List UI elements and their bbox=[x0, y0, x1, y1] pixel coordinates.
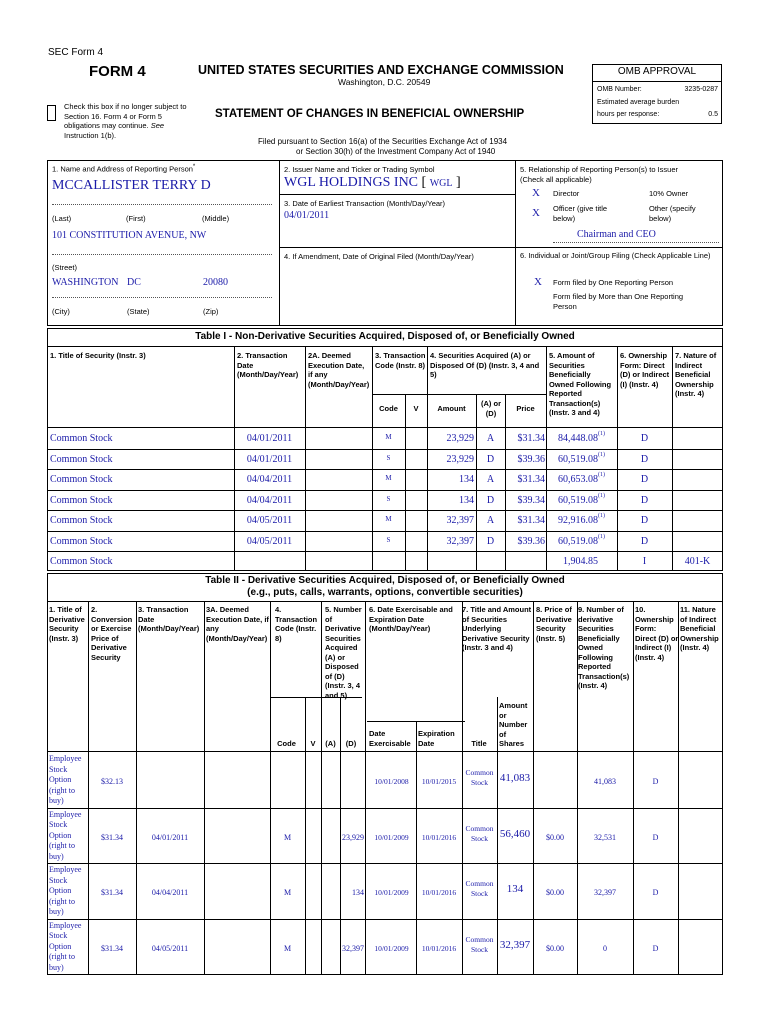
t2-cell-under: Common Stock bbox=[465, 934, 494, 954]
t1-h-ad: (A) or (D) bbox=[481, 399, 501, 418]
reporting-person-name: MCCALLISTER TERRY D bbox=[52, 178, 211, 193]
t1-cell-ad: A bbox=[486, 433, 495, 444]
t2-cell-exp: 10/01/2016 bbox=[421, 943, 457, 953]
street-value: 101 CONSTITUTION AVENUE, NW bbox=[52, 230, 207, 241]
t1-h-amount: Amount bbox=[437, 404, 466, 413]
t1-cell-amount: 23,929 bbox=[446, 453, 474, 465]
checkbox-instructions bbox=[64, 102, 188, 140]
t2-h-code: 4. Transaction Code (Instr. 8) bbox=[275, 605, 318, 643]
t1-cell-title: Common Stock bbox=[50, 433, 113, 444]
t1-cell-owned: 60,519.08 bbox=[558, 535, 598, 547]
t1-cell-fn: (1) bbox=[598, 513, 605, 519]
t1-h-code: 3. Transaction Code (Instr. 8) bbox=[375, 351, 426, 370]
table-1-title: Table I - Non-Derivative Securities Acquired, Disposed of, or Beneficially Owned bbox=[195, 331, 575, 342]
t1-cell-ad: A bbox=[486, 515, 495, 526]
t1-cell-form: D bbox=[640, 474, 649, 485]
omb-number: 3235-0287 bbox=[684, 86, 718, 93]
t2-cell-shares: 134 bbox=[506, 883, 524, 895]
t1-cell-fn: (1) bbox=[598, 472, 605, 478]
t1-cell-fn: (1) bbox=[598, 492, 605, 499]
t2-cell-exer: 10/01/2009 bbox=[374, 832, 409, 842]
t1-cell-amount: 23,929 bbox=[446, 433, 474, 444]
t1-cell-amount: 32,397 bbox=[446, 515, 474, 526]
t2-cell-price: $0.00 bbox=[546, 888, 564, 897]
t2-h-sub-title: Title bbox=[471, 739, 487, 748]
t1-cell-code: S bbox=[386, 535, 391, 544]
middle-label: (Middle) bbox=[202, 214, 230, 223]
t2-cell-exer: 10/01/2008 bbox=[374, 777, 409, 786]
checkbox-text: Check this box if no longer subject to Section 16. Form 4 or Form 5 obligations may continue. bbox=[64, 102, 187, 130]
t2-cell-form: D bbox=[652, 832, 659, 842]
t2-cell-code: M bbox=[283, 943, 292, 953]
t1-cell-ad: D bbox=[486, 453, 495, 465]
ten-percent-owner-label: 10% Owner bbox=[649, 189, 689, 198]
t2-cell-under: Common Stock bbox=[465, 823, 494, 843]
t2-cell-exer: 10/01/2009 bbox=[374, 943, 409, 953]
t1-cell-title: Common Stock bbox=[50, 494, 113, 506]
t1-h-deemed: 2A. Deemed Execution Date, if any (Month/Day/Year) bbox=[308, 351, 370, 389]
t2-cell-owned: 0 bbox=[603, 943, 607, 953]
t1-cell-owned: 60,519.08 bbox=[558, 494, 598, 506]
last-label: (Last) bbox=[52, 214, 72, 223]
t2-cell-d: 134 bbox=[352, 888, 364, 897]
t2-cell-owned: 32,531 bbox=[594, 832, 616, 842]
t2-cell-conv: $31.34 bbox=[101, 888, 123, 897]
t2-cell-date: 04/05/2011 bbox=[151, 943, 189, 953]
t1-cell-owned: 60,653.08 bbox=[558, 474, 598, 485]
box6-label: 6. Individual or Joint/Group Filing (Check Applicable Line) bbox=[520, 251, 711, 260]
t2-h-code-sub: Code bbox=[277, 739, 296, 748]
t2-h-owned: 9. Number of derivative Securities Beneficially Owned Following Reported Transaction(s) (Instr. 4) bbox=[578, 605, 630, 690]
t1-h-price: Price bbox=[516, 404, 535, 413]
box1-star: * bbox=[192, 164, 196, 170]
t1-cell-form: D bbox=[640, 515, 649, 526]
table-2-title: Table II - Derivative Securities Acquired, Disposed of, or Beneficially Owned bbox=[205, 575, 565, 586]
t2-h-date-exercisable: Date Exercisable bbox=[369, 729, 411, 748]
checkbox-instruction: Instruction 1(b). bbox=[64, 130, 117, 140]
t1-h-nature: 7. Nature of Indirect Beneficial Ownership (Instr. 4) bbox=[675, 351, 717, 398]
form-title: FORM 4 bbox=[89, 63, 146, 80]
t1-h-securities: 4. Securities Acquired (A) or Disposed Of (D) (Instr. 3, 4 and 5) bbox=[430, 351, 540, 379]
t1-cell-ad: D bbox=[486, 535, 495, 547]
t1-cell-owned: 92,916.08 bbox=[558, 515, 598, 526]
t1-h-amount-owned: 5. Amount of Securities Beneficially Owned Following Reported Transaction(s) (Instr. 3 and 4) bbox=[549, 351, 612, 417]
officer-title: Chairman and CEO bbox=[577, 229, 656, 240]
t2-cell-code: M bbox=[283, 888, 292, 897]
t1-cell-form: I bbox=[642, 556, 647, 567]
t1-cell-code: M bbox=[385, 474, 392, 482]
state-value: DC bbox=[127, 277, 141, 288]
t2-cell-exp: 10/01/2016 bbox=[421, 888, 457, 897]
t2-cell-conv: $31.34 bbox=[101, 943, 123, 953]
director-checkmark[interactable]: X bbox=[532, 187, 540, 199]
t2-cell-conv: $31.34 bbox=[101, 832, 123, 842]
t2-cell-form: D bbox=[652, 888, 659, 897]
t1-cell-price: $31.34 bbox=[517, 474, 545, 485]
t1-cell-form: D bbox=[640, 494, 649, 506]
t2-cell-owned: 32,397 bbox=[594, 888, 616, 897]
more-persons-label: Form filed by More than One Reporting Person bbox=[553, 292, 684, 311]
t1-cell-code: S bbox=[386, 453, 391, 462]
commission-title: UNITED STATES SECURITIES AND EXCHANGE COMMISSION bbox=[198, 63, 564, 77]
t2-cell-title: Employee Stock Option (right to buy) bbox=[49, 754, 82, 805]
t1-cell-owned: 84,448.08 bbox=[558, 433, 598, 444]
t2-cell-price: $0.00 bbox=[546, 943, 564, 953]
omb-hours-label: hours per response: bbox=[597, 111, 660, 118]
one-person-checkmark[interactable]: X bbox=[534, 276, 542, 288]
box1-label-text: 1. Name and Address of Reporting Person bbox=[52, 164, 193, 174]
t1-cell-title: Common Stock bbox=[50, 453, 113, 465]
t1-cell-title: Common Stock bbox=[50, 515, 113, 526]
street-label: (Street) bbox=[52, 263, 78, 272]
t2-cell-shares: 41,083 bbox=[499, 772, 531, 784]
issuer-name: WGL HOLDINGS INC bbox=[284, 175, 419, 190]
t2-h-expiration: Expiration Date bbox=[418, 729, 455, 748]
state-label: (State) bbox=[127, 307, 150, 316]
t2-h-conversion: 2. Conversion or Exercise Price of Derivative Security bbox=[91, 605, 133, 662]
t1-cell-owned: 1,904.85 bbox=[563, 556, 598, 567]
sec-form-label: SEC Form 4 bbox=[48, 47, 104, 58]
t2-cell-owned: 41,083 bbox=[594, 777, 616, 786]
box3-label: 3. Date of Earliest Transaction (Month/Day/Year) bbox=[284, 199, 446, 208]
t2-h-d: (D) bbox=[345, 739, 357, 748]
t1-h-date: 2. Transaction Date (Month/Day/Year) bbox=[237, 351, 299, 379]
t2-h-number: 5. Number of Derivative Securities Acquired (A) or Disposed of (D) (Instr. 3, 4 and 5) bbox=[325, 605, 362, 700]
t1-cell-code: M bbox=[385, 433, 392, 441]
t2-h-v: V bbox=[310, 739, 316, 748]
t1-h-title: 1. Title of Security (Instr. 3) bbox=[50, 351, 146, 360]
t2-h-underlying: 7. Title and Amount of Securities Underlying Derivative Security (Instr. 3 and 4) bbox=[462, 605, 532, 652]
t1-cell-price: $39.34 bbox=[517, 494, 545, 506]
t1-cell-date: 04/04/2011 bbox=[246, 494, 293, 506]
t1-cell-title: Common Stock bbox=[50, 556, 113, 567]
t1-cell-date: 04/05/2011 bbox=[246, 535, 293, 547]
city-value: WASHINGTON bbox=[52, 277, 119, 288]
t1-cell-form: D bbox=[640, 433, 649, 444]
commission-location: Washington, D.C. 20549 bbox=[338, 77, 431, 87]
ticker-bracket-open: [ bbox=[421, 175, 427, 190]
t2-cell-title: Employee Stock Option (right to buy) bbox=[49, 920, 82, 972]
t1-cell-code: S bbox=[386, 494, 391, 503]
t2-cell-form: D bbox=[652, 943, 659, 953]
officer-checkmark[interactable]: X bbox=[532, 207, 540, 219]
t1-cell-title: Common Stock bbox=[50, 474, 113, 485]
t2-h-deemed: 3A. Deemed Execution Date, if any (Month/Day/Year) bbox=[206, 605, 269, 643]
t2-cell-under: Common Stock bbox=[465, 879, 494, 898]
t2-cell-date: 04/01/2011 bbox=[151, 832, 189, 842]
t2-h-ownership: 10. Ownership Form: Direct (D) or Indirect (I) (Instr. 4) bbox=[635, 605, 679, 662]
t2-h-a: (A) bbox=[325, 739, 336, 748]
filed-line-2: or Section 30(h) of the Investment Company Act of 1940 bbox=[296, 147, 496, 156]
t1-cell-fn: (1) bbox=[598, 533, 605, 540]
omb-number-label: OMB Number: bbox=[597, 86, 642, 93]
t2-cell-d: 32,397 bbox=[342, 943, 364, 953]
t2-cell-form: D bbox=[652, 777, 659, 786]
t1-cell-owned: 60,519.08 bbox=[558, 453, 598, 465]
one-person-label: Form filed by One Reporting Person bbox=[553, 278, 674, 287]
t1-h-ownership: 6. Ownership Form: Direct (D) or Indirect (I) (Instr. 4) bbox=[620, 351, 670, 389]
t1-cell-price: $31.34 bbox=[517, 433, 545, 444]
zip-label: (Zip) bbox=[203, 307, 219, 316]
t1-cell-date: 04/04/2011 bbox=[246, 474, 293, 485]
earliest-transaction-date: 04/01/2011 bbox=[284, 210, 330, 221]
omb-burden-label: Estimated average burden bbox=[597, 99, 680, 106]
first-label: (First) bbox=[126, 214, 146, 223]
t2-cell-exer: 10/01/2009 bbox=[374, 888, 409, 897]
box5-label: 5. Relationship of Reporting Person(s) to Issuer bbox=[520, 165, 678, 174]
t2-cell-exp: 10/01/2016 bbox=[421, 832, 457, 842]
t2-cell-date: 04/04/2011 bbox=[151, 888, 189, 897]
other-label: Other (specify below) bbox=[649, 204, 696, 223]
t2-h-price: 8. Price of Derivative Security (Instr. 5) bbox=[536, 605, 572, 643]
t2-h-exercisable: 6. Date Exercisable and Expiration Date (Month/Day/Year) bbox=[369, 605, 453, 633]
table-2-subtitle: (e.g., puts, calls, warrants, options, convertible securities) bbox=[247, 587, 523, 598]
t1-cell-price: $39.36 bbox=[517, 453, 545, 465]
box5-label2: (Check all applicable) bbox=[520, 175, 592, 184]
omb-title: OMB APPROVAL bbox=[617, 66, 697, 77]
t2-cell-conv: $32.13 bbox=[101, 777, 123, 786]
filed-line-1: Filed pursuant to Section 16(a) of the Securities Exchange Act of 1934 bbox=[258, 137, 508, 146]
officer-label: Officer (give title below) bbox=[553, 204, 608, 223]
t2-cell-under: Common Stock bbox=[465, 768, 494, 787]
t1-cell-fn: (1) bbox=[598, 451, 605, 458]
t2-cell-d: 23,929 bbox=[342, 832, 364, 842]
t1-cell-form: D bbox=[640, 535, 649, 547]
t1-cell-price: $31.34 bbox=[517, 515, 545, 526]
ticker-bracket-close: ] bbox=[455, 175, 461, 190]
zip-value: 20080 bbox=[203, 277, 228, 288]
t2-cell-title: Employee Stock Option (right to buy) bbox=[49, 865, 82, 916]
t2-h-title: 1. Title of Derivative Security (Instr. 3) bbox=[49, 605, 85, 643]
t1-cell-amount: 134 bbox=[459, 494, 474, 506]
omb-hours: 0.5 bbox=[708, 111, 718, 118]
t1-cell-date: 04/01/2011 bbox=[246, 453, 293, 465]
box4-label: 4. If Amendment, Date of Original Filed (Month/Day/Year) bbox=[284, 252, 474, 261]
t1-h-code-sub: Code bbox=[379, 404, 398, 413]
t1-cell-title: Common Stock bbox=[50, 535, 113, 547]
t2-cell-exp: 10/01/2015 bbox=[421, 777, 457, 786]
t2-cell-shares: 56,460 bbox=[499, 827, 531, 840]
ticker-symbol: WGL bbox=[429, 178, 453, 189]
t2-cell-price: $0.00 bbox=[546, 832, 564, 842]
t1-cell-fn: (1) bbox=[598, 431, 605, 437]
t2-h-date: 3. Transaction Date (Month/Day/Year) bbox=[138, 605, 200, 633]
box2-label: 2. Issuer Name and Ticker or Trading Symbol bbox=[284, 165, 435, 174]
checkbox-see: See bbox=[150, 121, 165, 130]
t1-cell-amount: 134 bbox=[459, 474, 474, 485]
t2-cell-title: Employee Stock Option (right to buy) bbox=[49, 809, 82, 861]
t1-cell-price: $39.36 bbox=[517, 535, 545, 547]
t2-h-nature: 11. Nature of Indirect Beneficial Ownership (Instr. 4) bbox=[680, 605, 719, 652]
t1-cell-nature: 401-K bbox=[684, 556, 711, 567]
director-label: Director bbox=[553, 189, 580, 198]
t1-cell-date: 04/05/2011 bbox=[246, 515, 293, 526]
statement-title: STATEMENT OF CHANGES IN BENEFICIAL OWNERSHIP bbox=[215, 108, 525, 120]
box1-label bbox=[52, 164, 195, 174]
t1-h-v: V bbox=[413, 404, 419, 413]
city-label: (City) bbox=[52, 307, 70, 316]
issuer-name-line bbox=[284, 175, 461, 191]
no-longer-subject-checkbox[interactable] bbox=[47, 105, 56, 121]
t1-cell-ad: A bbox=[486, 474, 495, 485]
t2-cell-code: M bbox=[283, 832, 292, 842]
t2-cell-shares: 32,397 bbox=[499, 938, 531, 951]
t1-cell-ad: D bbox=[486, 494, 495, 506]
t1-cell-code: M bbox=[385, 515, 392, 523]
t1-cell-form: D bbox=[640, 453, 649, 465]
t2-h-amount-shares: Amount or Number of Shares bbox=[499, 701, 528, 748]
t1-cell-date: 04/01/2011 bbox=[246, 433, 293, 444]
t1-cell-amount: 32,397 bbox=[446, 535, 474, 547]
